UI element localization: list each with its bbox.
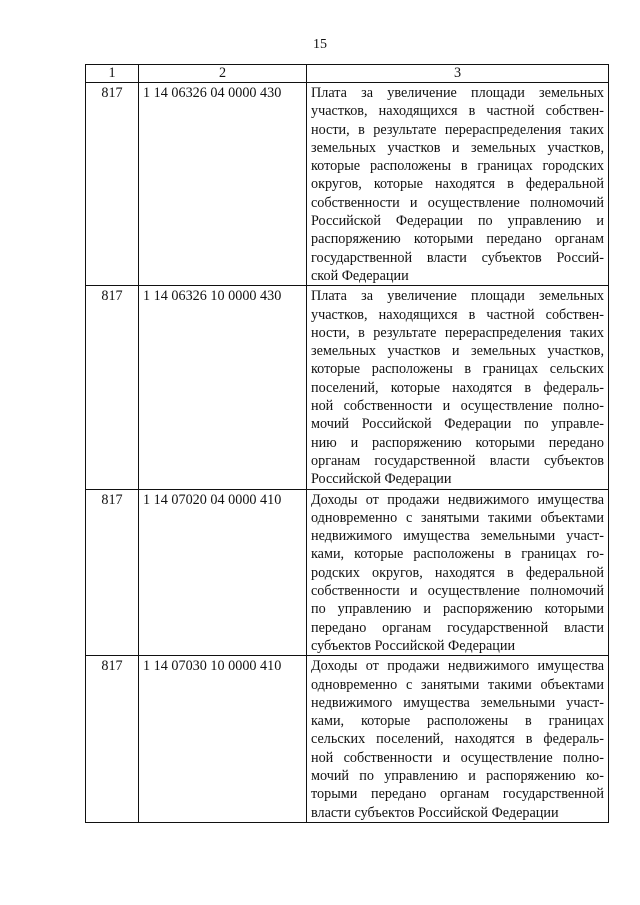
description-line: Российской Федерации xyxy=(311,471,452,488)
description-line: мочий Российской Федерации по управле- xyxy=(311,416,604,433)
revenue-code-cell: 1 14 06326 10 0000 430 xyxy=(139,286,307,489)
description-line: ной собственности и осуществление полно- xyxy=(311,749,604,766)
description-line: недвижимого имущества земельными участ- xyxy=(311,528,604,545)
description-line: власти субъектов Российской Федерации xyxy=(311,804,559,821)
description-line: Доходы от продажи недвижимого имущества xyxy=(311,658,604,675)
description-line: ности, в результате перераспределения таких xyxy=(311,324,604,341)
description-line: земельных участков и земельных участков, xyxy=(311,139,604,156)
admin-code-cell: 817 xyxy=(86,489,139,656)
description-line: Российской Федерации по управлению и xyxy=(311,213,604,230)
description-line: ками, которые расположены в границах xyxy=(311,713,604,730)
description-line: земельных участков и земельных участков, xyxy=(311,343,604,360)
description-line: Плата за увеличение площади земельных xyxy=(311,85,604,101)
description-line: участков, находящихся в частной собствен- xyxy=(311,103,604,120)
description-line: родских округов, находятся в федеральной xyxy=(311,564,604,581)
header-col-3: 3 xyxy=(307,65,609,83)
description-line: субъектов Российской Федерации xyxy=(311,637,516,654)
revenue-description-cell xyxy=(307,83,609,286)
revenue-code-cell: 1 14 07030 10 0000 410 xyxy=(139,656,307,823)
page-number: 15 xyxy=(313,37,327,52)
description-line: собственности и осуществление полномочий xyxy=(311,583,604,600)
description-line: мочий по управлению и распоряжению ко- xyxy=(311,767,604,784)
description-line: которые расположены в границах городских xyxy=(311,158,604,175)
description-line: органам государственной власти субъектов xyxy=(311,452,604,469)
header-col-1: 1 xyxy=(86,65,139,83)
description-line: недвижимого имущества земельными участ- xyxy=(311,694,604,711)
description-line: ской Федерации xyxy=(311,267,409,284)
revenue-description-cell xyxy=(307,489,609,656)
description-line: ной собственности и осуществление полно- xyxy=(311,398,604,415)
description-line: одновременно с занятыми такими объектами xyxy=(311,509,604,526)
description-line: государственной власти субъектов Россий- xyxy=(311,249,604,266)
description-line: распоряжению которыми передано органам xyxy=(311,231,604,248)
description-line: ками, которые расположены в границах го- xyxy=(311,546,604,563)
description-line: по управлению и распоряжению которыми xyxy=(311,601,604,618)
revenue-description-cell xyxy=(307,286,609,489)
description-line: участков, находящихся в частной собствен- xyxy=(311,306,604,323)
table-row xyxy=(86,656,609,823)
description-line: которые расположены в границах сельских xyxy=(311,361,604,378)
table-row xyxy=(86,83,609,286)
admin-code-cell: 817 xyxy=(86,286,139,489)
table-row xyxy=(86,489,609,656)
description-line: сельских поселений, находятся в федераль- xyxy=(311,731,604,748)
description-line: нию и распоряжению которыми передано xyxy=(311,434,604,451)
description-line: округов, которые находятся в федеральной xyxy=(311,176,604,193)
admin-code-cell: 817 xyxy=(86,656,139,823)
description-line: Доходы от продажи недвижимого имущества xyxy=(311,491,604,508)
revenue-description-cell xyxy=(307,656,609,823)
description-line: Плата за увеличение площади земельных xyxy=(311,288,604,305)
table-header-row xyxy=(86,65,609,83)
admin-code-cell: 817 xyxy=(86,83,139,286)
header-col-2: 2 xyxy=(139,65,307,83)
description-line: торыми передано органам государственной xyxy=(311,786,604,803)
table-row xyxy=(86,286,609,489)
description-line: ности, в результате перераспределения таких xyxy=(311,121,604,138)
description-line: собственности и осуществление полномочий xyxy=(311,194,604,211)
revenue-code-cell: 1 14 06326 04 0000 430 xyxy=(139,83,307,286)
revenue-codes-table xyxy=(85,64,609,823)
description-line: передано органам государственной власти xyxy=(311,619,604,636)
description-line: одновременно с занятыми такими объектами xyxy=(311,676,604,693)
description-line: поселений, которые находятся в федераль- xyxy=(311,379,604,396)
revenue-code-cell: 1 14 07020 04 0000 410 xyxy=(139,489,307,656)
